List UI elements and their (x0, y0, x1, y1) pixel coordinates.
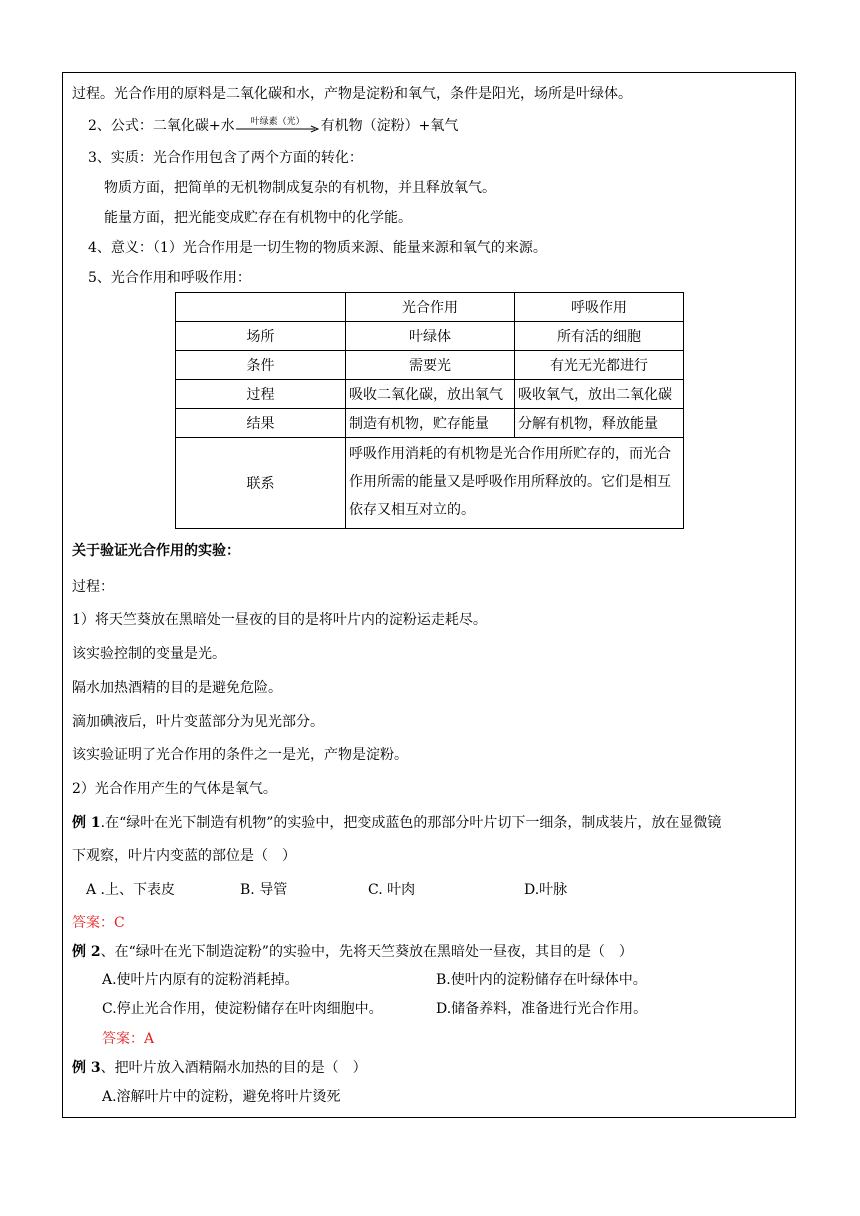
reaction-arrow (235, 116, 321, 136)
row-label: 场所 (176, 322, 346, 351)
example-label: 例 1 (72, 815, 101, 831)
respiration-cell: 所有活的细胞 (515, 322, 684, 351)
example-1-question (72, 813, 721, 833)
essence-matter: 物质方面，把简单的无机物制成复杂的有机物，并且释放氧气。 (104, 180, 496, 196)
option-c: C. 叶肉 (368, 882, 416, 898)
row-label: 联系 (176, 438, 346, 529)
experiment-line: 2）光合作用产生的气体是氧气。 (72, 781, 277, 797)
example-3-question (72, 1058, 367, 1078)
row-label: 条件 (176, 351, 346, 380)
experiment-line: 1）将天竺葵放在黑暗处一昼夜的目的是将叶片内的淀粉运走耗尽。 (72, 612, 487, 628)
option-a: A .上、下表皮 (86, 882, 176, 898)
experiment-line: 滴加碘液后，叶片变蓝部分为见光部分。 (72, 714, 324, 730)
option-a: A.溶解叶片中的淀粉，避免将叶片烫死 (102, 1089, 341, 1105)
intro-line: 过程。光合作用的原料是二氧化碳和水，产物是淀粉和氧气，条件是阳光，场所是叶绿体。 (72, 86, 632, 102)
row-label: 结果 (176, 409, 346, 438)
process-label: 过程： (72, 579, 114, 595)
example-2-answer: 答案：A (102, 1031, 155, 1047)
example-1-question-cont: 下观察，叶片内变蓝的部位是（ ） (72, 848, 296, 864)
question-text: .在“绿叶在光下制造有机物”的实验中，把变成蓝色的那部分叶片切下一细条，制成装片，放在显微镜 (100, 815, 722, 831)
experiment-title: 关于验证光合作用的实验： (72, 543, 240, 559)
option-d: D.储备养料，准备进行光合作用。 (436, 1001, 648, 1017)
option-a: A.使叶片内原有的淀粉消耗掉。 (102, 972, 299, 988)
respiration-cell: 有光无光都进行 (515, 351, 684, 380)
formula-prefix: 2、公式：二氧化碳+水 (88, 118, 235, 134)
table-header-cell: 光合作用 (346, 293, 515, 322)
option-b: B. 导管 (240, 882, 288, 898)
reaction-condition: 叶绿素（光） (250, 117, 305, 127)
table-row (176, 351, 684, 380)
table-header-cell (176, 293, 346, 322)
table-row (176, 409, 684, 438)
formula-line (88, 116, 458, 136)
photosynthesis-cell: 制造有机物，贮存能量 (346, 409, 515, 438)
link-cell: 呼吸作用消耗的有机物是光合作用所贮存的，而光合作用所需的能量又是呼吸作用所释放的。它们是相互依存又相互对立的。 (346, 438, 684, 529)
example-label: 例 2 (72, 944, 101, 960)
option-b: B.使叶内的淀粉储存在叶绿体中。 (436, 972, 647, 988)
example-1-answer: 答案：C (72, 915, 125, 931)
table-row (176, 438, 684, 529)
question-text: 、在“绿叶在光下制造淀粉”的实验中，先将天竺葵放在黑暗处一昼夜，其目的是（ ） (100, 944, 633, 960)
table-row (176, 380, 684, 409)
comparison-table (175, 292, 684, 529)
experiment-line: 隔水加热酒精的目的是避免危险。 (72, 680, 282, 696)
photosynthesis-cell: 叶绿体 (346, 322, 515, 351)
table-header-row (176, 293, 684, 322)
example-label: 例 3 (72, 1060, 101, 1076)
essence-energy: 能量方面，把光能变成贮存在有机物中的化学能。 (104, 210, 412, 226)
experiment-line: 该实验证明了光合作用的条件之一是光，产物是淀粉。 (72, 747, 408, 763)
option-d: D.叶脉 (524, 882, 568, 898)
essence-heading: 3、实质：光合作用包含了两个方面的转化： (88, 150, 363, 166)
arrow-icon (235, 125, 321, 133)
respiration-cell: 分解有机物，释放能量 (515, 409, 684, 438)
table-row (176, 322, 684, 351)
formula-suffix: 有机物（淀粉）+氧气 (320, 118, 459, 134)
meaning-line: 4、意义：（1）光合作用是一切生物的物质来源、能量来源和氧气的来源。 (88, 240, 547, 256)
photosynthesis-cell: 需要光 (346, 351, 515, 380)
comparison-heading: 5、光合作用和呼吸作用： (88, 270, 251, 286)
photosynthesis-cell: 吸收二氧化碳，放出氧气 (346, 380, 515, 409)
option-c: C.停止光合作用，使淀粉储存在叶肉细胞中。 (102, 1001, 383, 1017)
row-label: 过程 (176, 380, 346, 409)
experiment-line: 该实验控制的变量是光。 (72, 646, 226, 662)
example-2-question (72, 942, 633, 962)
question-text: 、把叶片放入酒精隔水加热的目的是（ ） (100, 1060, 367, 1076)
table-header-cell: 呼吸作用 (515, 293, 684, 322)
respiration-cell: 吸收氧气，放出二氧化碳 (515, 380, 684, 409)
